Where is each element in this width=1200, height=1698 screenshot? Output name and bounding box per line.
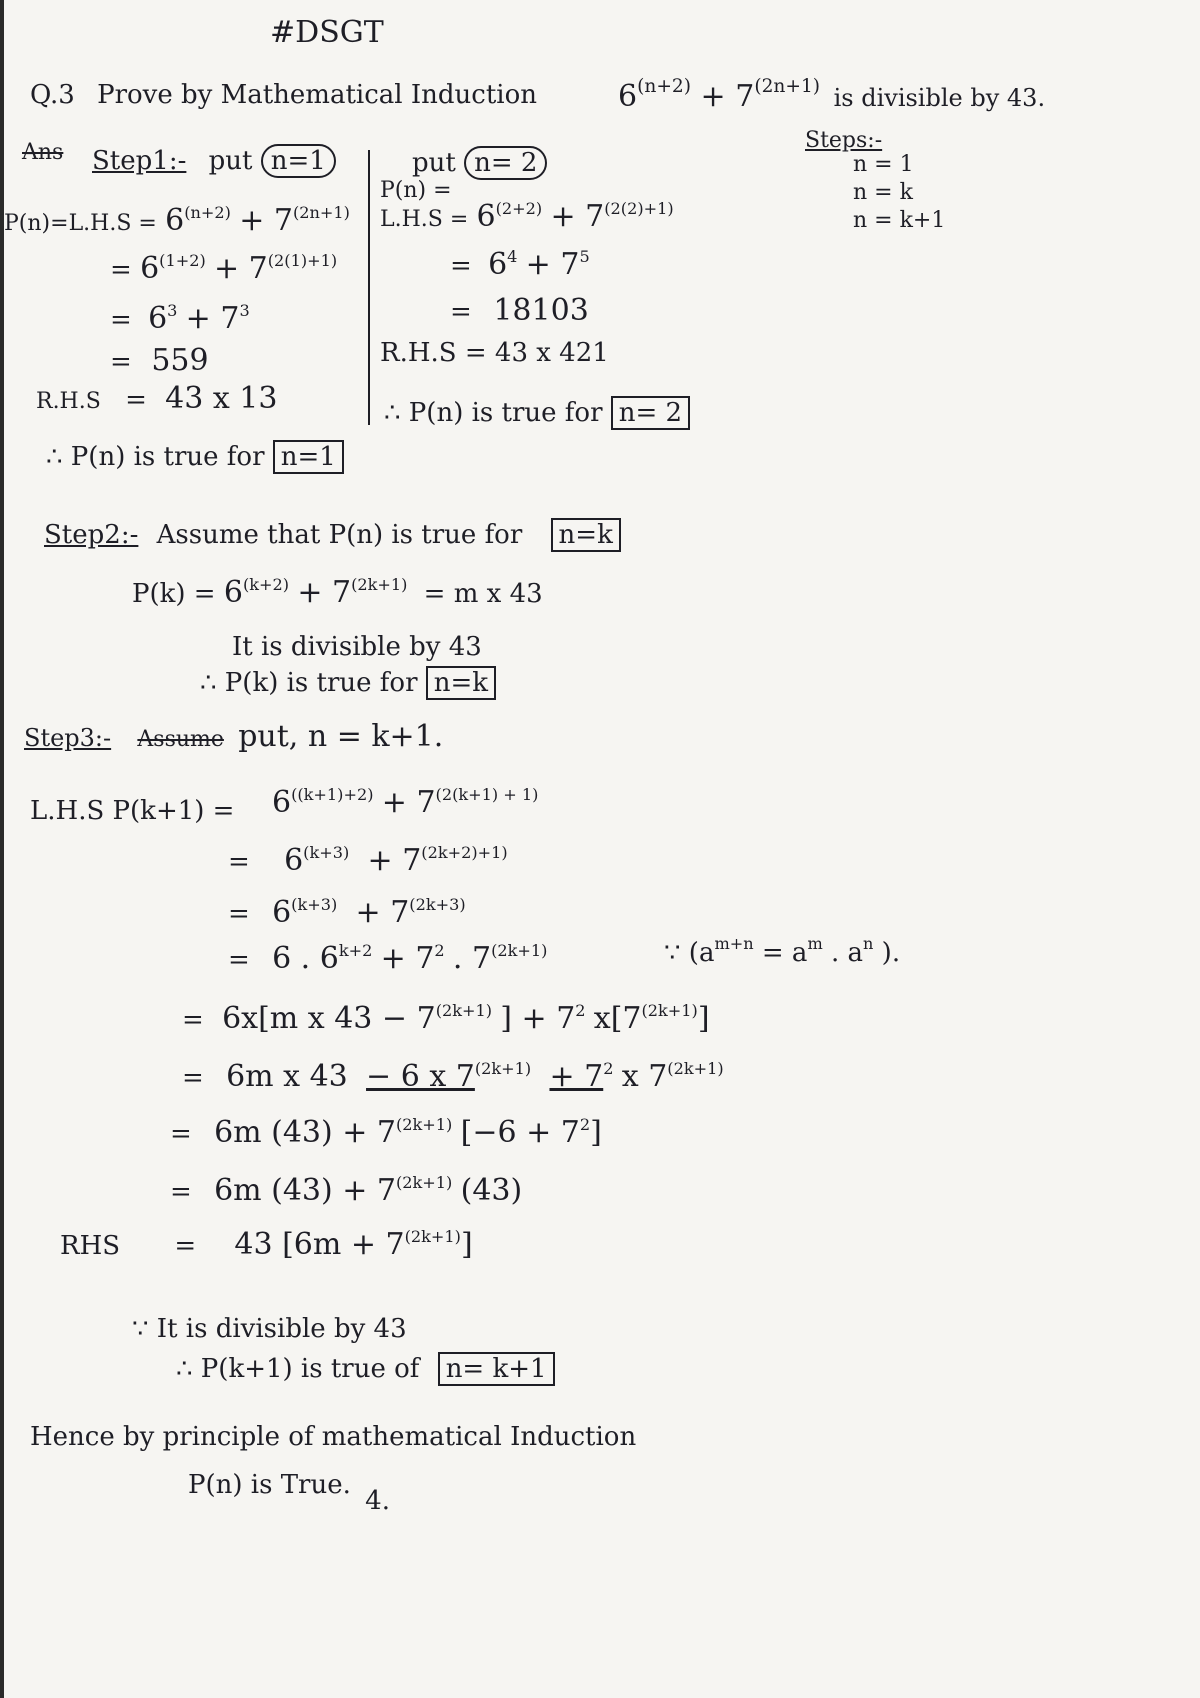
step1-line4 (110, 343, 209, 378)
term: + 7 (355, 895, 410, 930)
expr-exponent: (2n+1) (754, 76, 821, 98)
question-tail: is divisible by 43. (833, 84, 1046, 112)
term: 6 (476, 199, 496, 234)
put-word: put (412, 148, 456, 178)
exponent: (2+2) (495, 198, 543, 218)
equals: = (174, 1231, 197, 1261)
term: 6 (272, 785, 292, 820)
exponent: 4 (507, 246, 518, 266)
step3-row8 (170, 1172, 523, 1208)
exponent: (2k+3) (409, 894, 466, 914)
exponent: 3 (167, 300, 178, 320)
question-number: Q.3 (30, 80, 75, 110)
equals: = (450, 251, 472, 281)
step3-header (24, 719, 444, 754)
term: 6 (284, 843, 304, 878)
note-part: ∵ (a (664, 938, 715, 968)
term: + 7 (367, 843, 422, 878)
term: . 7 (452, 941, 492, 976)
term: + 7 (297, 575, 352, 610)
term: 6 (272, 895, 292, 930)
exponent: n (863, 933, 874, 953)
expr-exponent: (n+2) (637, 76, 691, 98)
boxed-value: n=1 (273, 440, 344, 474)
conclusion-text: ∴ P(k) is true for (200, 668, 418, 698)
equals: = (125, 385, 147, 415)
term: + 7 (185, 301, 240, 336)
exponent: 2 (579, 1114, 591, 1134)
exponent: (2k+1) (351, 574, 408, 594)
page-tag: #DSGT (270, 15, 384, 50)
equals: = (450, 297, 472, 327)
step-text: Assume that P(n) is true for (156, 520, 523, 550)
term: + 7 (380, 941, 435, 976)
exponent: m (807, 933, 823, 953)
note-part: = a (761, 938, 808, 968)
conclusion-text: ∴ P(n) is true for (384, 398, 603, 428)
rhs-label: RHS (60, 1231, 121, 1261)
equals: = (110, 255, 132, 285)
steps-note-title: Steps:- (805, 128, 883, 153)
step2-conclusion (200, 670, 496, 696)
answer-label (22, 142, 63, 164)
step3-row4 (228, 940, 548, 976)
term: x 7 (621, 1059, 668, 1094)
term: + 7 (239, 203, 293, 238)
steps-note (805, 130, 945, 232)
exponent: (2k+1) (491, 940, 548, 960)
term: 6m x 43 (226, 1059, 348, 1094)
step3-lhs: L.H.S P(k+1) = (30, 796, 235, 826)
equals: = (228, 945, 250, 975)
step3-row3 (228, 894, 466, 930)
column-divider (368, 150, 370, 425)
final-line1: Hence by principle of mathematical Induction (30, 1422, 637, 1452)
term: 6 (140, 251, 160, 286)
question-text: Prove by Mathematical Induction (97, 80, 537, 110)
final-text: P(n) is True. (188, 1470, 351, 1500)
exponent: (2(k+1) + 1) (435, 784, 539, 804)
step1-conclusion (46, 444, 344, 470)
question-statement (30, 82, 537, 108)
steps-note-line: n = k+1 (853, 208, 946, 233)
term: + 7 (381, 785, 436, 820)
margin-line (0, 0, 4, 1698)
exponent-rule-note (664, 933, 901, 968)
equals: = (110, 305, 132, 335)
exponent: 3 (239, 300, 250, 320)
end-mark: 4. (365, 1486, 390, 1516)
term: 6m (43) + 7 (214, 1115, 397, 1150)
final-line2 (188, 1470, 390, 1516)
value: 559 (151, 343, 209, 378)
term: + 7 (525, 247, 580, 282)
term: 6 . 6 (272, 941, 339, 976)
step1b-line2 (450, 246, 590, 282)
term: 43 [6m + 7 (234, 1227, 405, 1262)
step1b-rhs: R.H.S = 43 x 421 (380, 338, 609, 368)
conclusion-text: ∴ P(k+1) is true of (176, 1354, 420, 1384)
equals: = (182, 1005, 204, 1035)
step3-row2 (228, 842, 508, 878)
put-word: put (208, 146, 253, 176)
term: ] (697, 1001, 710, 1036)
term: ] (460, 1227, 473, 1262)
step1-line3 (110, 300, 250, 336)
term: 6m (43) + 7 (214, 1173, 397, 1208)
steps-note-line: n = 1 (853, 152, 914, 177)
term: ] + 7 (500, 1001, 576, 1036)
step1b-conclusion (384, 400, 690, 426)
equals: = (170, 1119, 192, 1149)
term: 6x[m x 43 − 7 (222, 1001, 436, 1036)
step3-row5 (182, 1000, 710, 1036)
boxed-value: n=k (551, 518, 621, 552)
step2-divisible: It is divisible by 43 (232, 632, 482, 662)
expr-term: + 7 (700, 79, 755, 114)
step3-divisible: ∵ It is divisible by 43 (132, 1314, 407, 1344)
circled-value: n=1 (261, 144, 336, 178)
exponent: (k+2) (242, 574, 290, 594)
exponent: (k+3) (303, 842, 350, 862)
boxed-value: n=k (426, 666, 496, 700)
lhs-label: P(n)=L.H.S = (4, 211, 157, 236)
step1b-pn: P(n) = (380, 178, 452, 203)
term: 6 (488, 247, 508, 282)
term: 6 (165, 203, 185, 238)
note-part: . a (830, 938, 864, 968)
step1-line1 (4, 202, 350, 238)
step-label: Step2:- (44, 520, 139, 550)
step1-header (92, 148, 336, 174)
term: + 7 (214, 251, 268, 286)
conclusion-text: ∴ P(n) is true for (46, 442, 265, 472)
step3-conclusion (176, 1356, 555, 1382)
value: = m x 43 (423, 579, 543, 609)
step3-rhs (60, 1226, 473, 1262)
exponent: ((k+1)+2) (291, 784, 374, 804)
exponent: (2n+1) (292, 202, 350, 222)
exponent: (2k+1) (474, 1058, 532, 1078)
term: + 7 (549, 1059, 604, 1094)
step1b-line3 (450, 293, 589, 328)
term: ] (590, 1115, 602, 1150)
equals: = (182, 1063, 204, 1093)
step2-pk (132, 574, 543, 610)
term: − 6 x 7 (366, 1059, 475, 1094)
equals: = (170, 1177, 192, 1207)
expr-base: 6 (618, 79, 638, 114)
step3-row1 (272, 784, 539, 820)
exponent: (2(2)+1) (604, 198, 674, 218)
exponent: (2k+1) (396, 1114, 453, 1134)
lhs-label: L.H.S = (380, 207, 469, 232)
exponent: (2k+2)+1) (421, 842, 508, 862)
step1b-put (412, 150, 547, 176)
term: + 7 (550, 199, 605, 234)
step1-line2 (110, 250, 338, 286)
term: 6 (148, 301, 168, 336)
note-part: ). (881, 938, 901, 968)
step2-header (44, 522, 621, 548)
exponent: (k+3) (291, 894, 338, 914)
circled-value: n= 2 (464, 146, 547, 180)
term: [−6 + 7 (460, 1115, 580, 1150)
exponent: k+2 (338, 940, 373, 960)
exponent: (2k+1) (404, 1226, 461, 1246)
exponent: (n+2) (184, 202, 231, 222)
exponent: 2 (603, 1058, 614, 1078)
rhs-label: R.H.S (36, 389, 101, 414)
step1b-line1 (380, 198, 674, 234)
step-label: Step1:- (92, 146, 187, 176)
exponent: (1+2) (159, 250, 206, 270)
exponent: (2(1)+1) (267, 250, 338, 270)
boxed-value: n= k+1 (438, 1352, 555, 1386)
term: (43) (460, 1173, 523, 1208)
answer-label-text: Ans (22, 140, 64, 165)
exponent: (2k+1) (667, 1058, 724, 1078)
put-text: put, n = k+1. (238, 719, 444, 754)
value: 18103 (493, 293, 589, 328)
exponent: m+n (714, 933, 754, 953)
exponent: 5 (579, 246, 590, 266)
value: 43 x 13 (165, 381, 278, 416)
equals: = (228, 899, 250, 929)
exponent: 2 (575, 1000, 586, 1020)
struck-word: Assume (137, 727, 224, 752)
steps-note-line: n = k (853, 180, 913, 205)
pk-label: P(k) = (132, 579, 216, 609)
exponent: 2 (434, 940, 445, 960)
exponent: (2k+1) (641, 1000, 698, 1020)
question-expression (618, 76, 1046, 114)
step1-rhs (36, 381, 278, 416)
step3-row6 (182, 1058, 724, 1094)
equals: = (228, 847, 250, 877)
exponent: (2k+1) (435, 1000, 493, 1020)
term: 6 (223, 575, 243, 610)
term: x[7 (593, 1001, 642, 1036)
exponent: (2k+1) (396, 1172, 453, 1192)
boxed-value: n= 2 (611, 396, 690, 430)
step3-row7 (170, 1114, 602, 1150)
step-label: Step3:- (24, 724, 112, 752)
equals: = (110, 347, 132, 377)
